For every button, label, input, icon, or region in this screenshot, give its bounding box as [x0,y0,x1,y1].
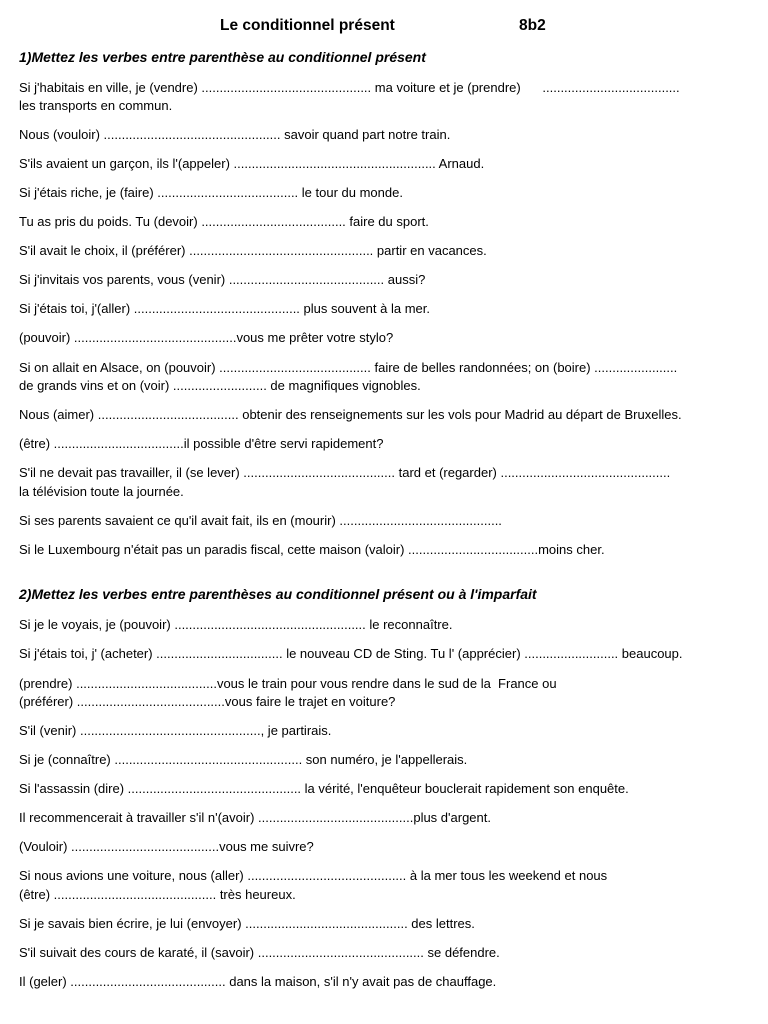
exercise-line: Si je (connaître) .................................................... son numéro, je l'appellerais. [19,752,468,767]
exercise-line: (préférer) .........................................vous faire le trajet en voiture? [19,694,396,709]
exercise-line: Il recommencerait à travailler s'il n'(avoir) ...........................................plus d'argent. [19,810,491,825]
exercise-line: Nous (vouloir) ................................................. savoir quand part notre train. [19,127,451,142]
exercise-line: Si j'étais riche, je (faire) ....................................... le tour du monde. [19,185,403,200]
exercise-line: S'il ne devait pas travailler, il (se lever) .......................................... tard et (regarder) ............................................... [19,465,671,480]
exercise-line: Si nous avions une voiture, nous (aller) ............................................ à la mer tous les weekend et nous [19,868,608,883]
exercise-line: Si l'assassin (dire) ................................................ la vérité, l'enquêteur bouclerait rapidement son enquête. [19,781,629,796]
exercise-line: Si ses parents savaient ce qu'il avait fait, ils en (mourir) ............................................. [19,513,502,528]
exercise-line: (prendre) .......................................vous le train pour vous rendre dans le sud de la France ou [19,676,557,691]
exercise-line: Si le Luxembourg n'était pas un paradis fiscal, cette maison (valoir) ....................................moins cher. [19,542,605,557]
exercise-line: Il (geler) ........................................... dans la maison, s'il n'y avait pas de chauffage. [19,974,497,989]
exercise-line: (Vouloir) .........................................vous me suivre? [19,839,314,854]
exercise-line: S'il avait le choix, il (préférer) ................................................... partir en vacances. [19,243,487,258]
exercise-line: S'ils avaient un garçon, ils l'(appeler) ........................................................ Arnaud. [19,156,485,171]
exercise-line: les transports en commun. [19,98,173,113]
exercise-line: Si j'habitais en ville, je (vendre) ............................................... ma voiture et je (prendre) ...................................... [19,80,680,95]
exercise-line: Tu as pris du poids. Tu (devoir) ........................................ faire du sport. [19,214,429,229]
exercise-line: Si j'étais toi, j' (acheter) ................................... le nouveau CD de Sting. Tu l' (apprécier) .......................... beaucoup. [19,646,683,661]
exercise-line: (pouvoir) .............................................vous me prêter votre stylo? [19,330,394,345]
title-row [0,17,768,39]
section2-heading: 2)Mettez les verbes entre parenthèses au conditionnel présent ou à l'imparfait [19,586,537,602]
exercise-line: Si je le voyais, je (pouvoir) ..................................................... le reconnaître. [19,617,453,632]
exercise-line: S'il (venir) .................................................., je partirais. [19,723,332,738]
exercise-line: de grands vins et on (voir) .......................... de magnifiques vignobles. [19,378,421,393]
exercise-line: Si j'invitais vos parents, vous (venir) ........................................... aussi? [19,272,426,287]
exercise-line: Si je savais bien écrire, je lui (envoyer) ............................................. des lettres. [19,916,475,931]
exercise-line: S'il suivait des cours de karaté, il (savoir) .............................................. se défendre. [19,945,500,960]
exercise-line: (être) ............................................. très heureux. [19,887,296,902]
exercise-line: Nous (aimer) ....................................... obtenir des renseignements sur les vols pour Madrid au départ de Bruxelles. [19,407,682,422]
exercise-line: Si on allait en Alsace, on (pouvoir) .......................................... faire de belles randonnées; on (boire) ....................... [19,360,678,375]
class-code: 8b2 [519,17,546,34]
exercise-line: (être) ....................................il possible d'être servi rapidement? [19,436,384,451]
page-title: Le conditionnel présent [220,17,395,34]
exercise-line: Si j'étais toi, j'(aller) .............................................. plus souvent à la mer. [19,301,430,316]
exercise-line: la télévision toute la journée. [19,484,184,499]
section1-heading: 1)Mettez les verbes entre parenthèse au conditionnel présent [19,49,426,65]
